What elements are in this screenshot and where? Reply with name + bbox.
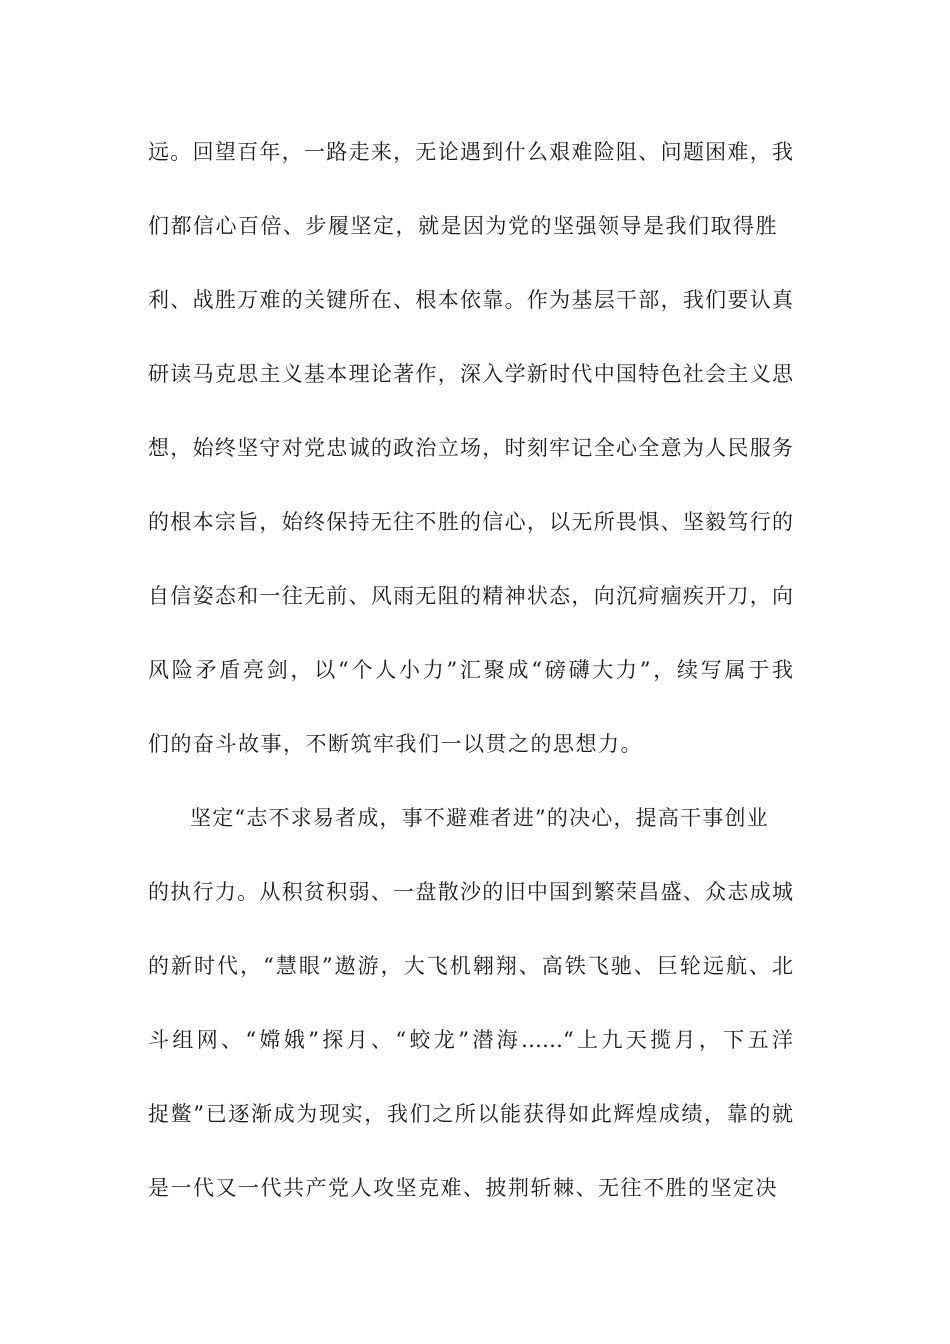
text-line: 的根本宗旨，始终保持无往不胜的信心，以无所畏惧、坚毅笃行的 xyxy=(148,510,793,534)
text-line: 的新时代，“慧眼”遨游，大飞机翱翔、高铁飞驰、巨轮远航、北 xyxy=(148,954,793,978)
text-line: 捉鳖”已逐渐成为现实，我们之所以能获得如此辉煌成绩，靠的就 xyxy=(148,1102,793,1126)
text-line: 斗组网、“嫦娥”探月、“蛟龙”潜海……“上九天揽月，下五洋 xyxy=(148,1028,793,1052)
text-line: 远。回望百年，一路走来，无论遇到什么艰难险阻、问题困难，我 xyxy=(148,140,793,164)
text-line: 们的奋斗故事，不断筑牢我们一以贯之的思想力。 xyxy=(148,732,643,756)
text-line: 是一代又一代共产党人攻坚克难、披荆斩棘、无往不胜的坚定决 xyxy=(148,1176,778,1200)
text-line: 想，始终坚守对党忠诚的政治立场，时刻牢记全心全意为人民服务 xyxy=(148,436,793,460)
text-line: 研读马克思主义基本理论著作，深入学新时代中国特色社会主义思 xyxy=(148,362,793,386)
paragraph-first-line: 坚定“志不求易者成，事不避难者进”的决心，提高干事创业 xyxy=(190,806,769,830)
text-line: 的执行力。从积贫积弱、一盘散沙的旧中国到繁荣昌盛、众志成城 xyxy=(148,880,793,904)
text-line: 风险矛盾亮剑，以“个人小力”汇聚成“磅礴大力”，续写属于我 xyxy=(148,658,793,682)
text-line: 们都信心百倍、步履坚定，就是因为党的坚强领导是我们取得胜 xyxy=(148,214,778,238)
text-line: 自信姿态和一往无前、风雨无阻的精神状态，向沉疴痼疾开刀，向 xyxy=(148,584,793,608)
text-line: 利、战胜万难的关键所在、根本依靠。作为基层干部，我们要认真 xyxy=(148,288,793,312)
